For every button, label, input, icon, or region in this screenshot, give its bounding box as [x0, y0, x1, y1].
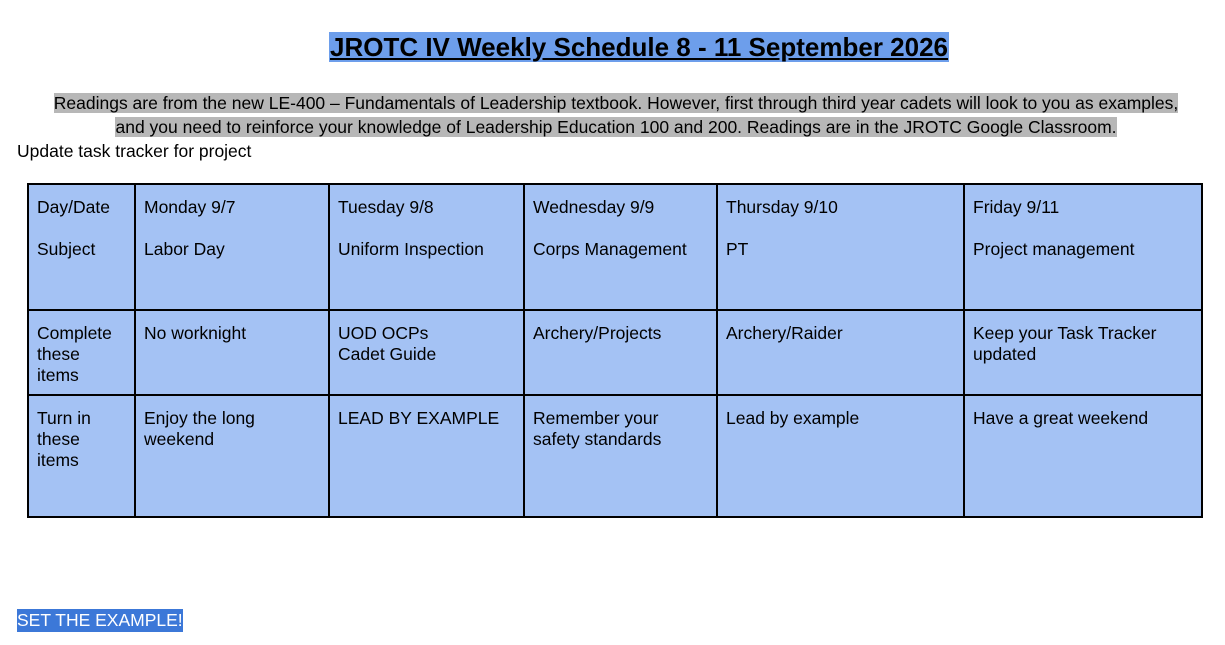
table-cell-label	[28, 184, 135, 310]
table-cell-thursday	[717, 184, 964, 310]
table-cell-monday	[135, 184, 329, 310]
day-date: Tuesday 9/8	[338, 197, 434, 217]
intro-paragraph	[18, 91, 1214, 139]
table-cell-tuesday: UOD OCPs Cadet Guide	[329, 310, 524, 395]
intro-line-2: and you need to reinforce your knowledge of Leadership Education 100 and 200. Readings are in the JROTC Google Classroom.	[115, 117, 1117, 137]
day-date: Thursday 9/10	[726, 197, 838, 217]
table-row-header	[28, 184, 1202, 310]
table-cell-thursday: Archery/Raider	[717, 310, 964, 395]
table-cell-monday: Enjoy the long weekend	[135, 395, 329, 517]
table-row-turn-in	[28, 395, 1202, 517]
table-cell-wednesday	[524, 184, 717, 310]
table-row-complete	[28, 310, 1202, 395]
table-cell-label: Complete these items	[28, 310, 135, 395]
table-cell-label: Turn in these items	[28, 395, 135, 517]
table-cell-friday: Have a great weekend	[964, 395, 1202, 517]
day-date: Wednesday 9/9	[533, 197, 655, 217]
table-cell-tuesday	[329, 184, 524, 310]
schedule-table	[27, 183, 1203, 518]
day-date: Friday 9/11	[973, 197, 1060, 217]
day-subject: Labor Day	[144, 239, 225, 259]
table-cell-wednesday: Remember your safety standards	[524, 395, 717, 517]
day-date-label: Day/Date	[37, 197, 110, 217]
table-cell-friday	[964, 184, 1202, 310]
footer-motto: SET THE EXAMPLE!	[17, 610, 183, 630]
day-subject: PT	[726, 239, 749, 259]
day-subject: Uniform Inspection	[338, 239, 484, 259]
day-subject: Project management	[973, 239, 1135, 259]
table-cell-friday: Keep your Task Tracker updated	[964, 310, 1202, 395]
title-block	[0, 31, 1225, 63]
table-cell-tuesday: LEAD BY EXAMPLE	[329, 395, 524, 517]
table-cell-wednesday: Archery/Projects	[524, 310, 717, 395]
table-cell-monday: No worknight	[135, 310, 329, 395]
day-subject: Corps Management	[533, 239, 687, 259]
day-date: Monday 9/7	[144, 197, 236, 217]
table-cell-thursday: Lead by example	[717, 395, 964, 517]
subject-label: Subject	[37, 239, 96, 259]
page-title: JROTC IV Weekly Schedule 8 - 11 September 2026	[329, 32, 949, 62]
intro-line-1: Readings are from the new LE-400 – Fundamentals of Leadership textbook. However, first through third year cadets will look to you as examples,	[53, 93, 1179, 113]
update-note: Update task tracker for project	[17, 141, 252, 161]
